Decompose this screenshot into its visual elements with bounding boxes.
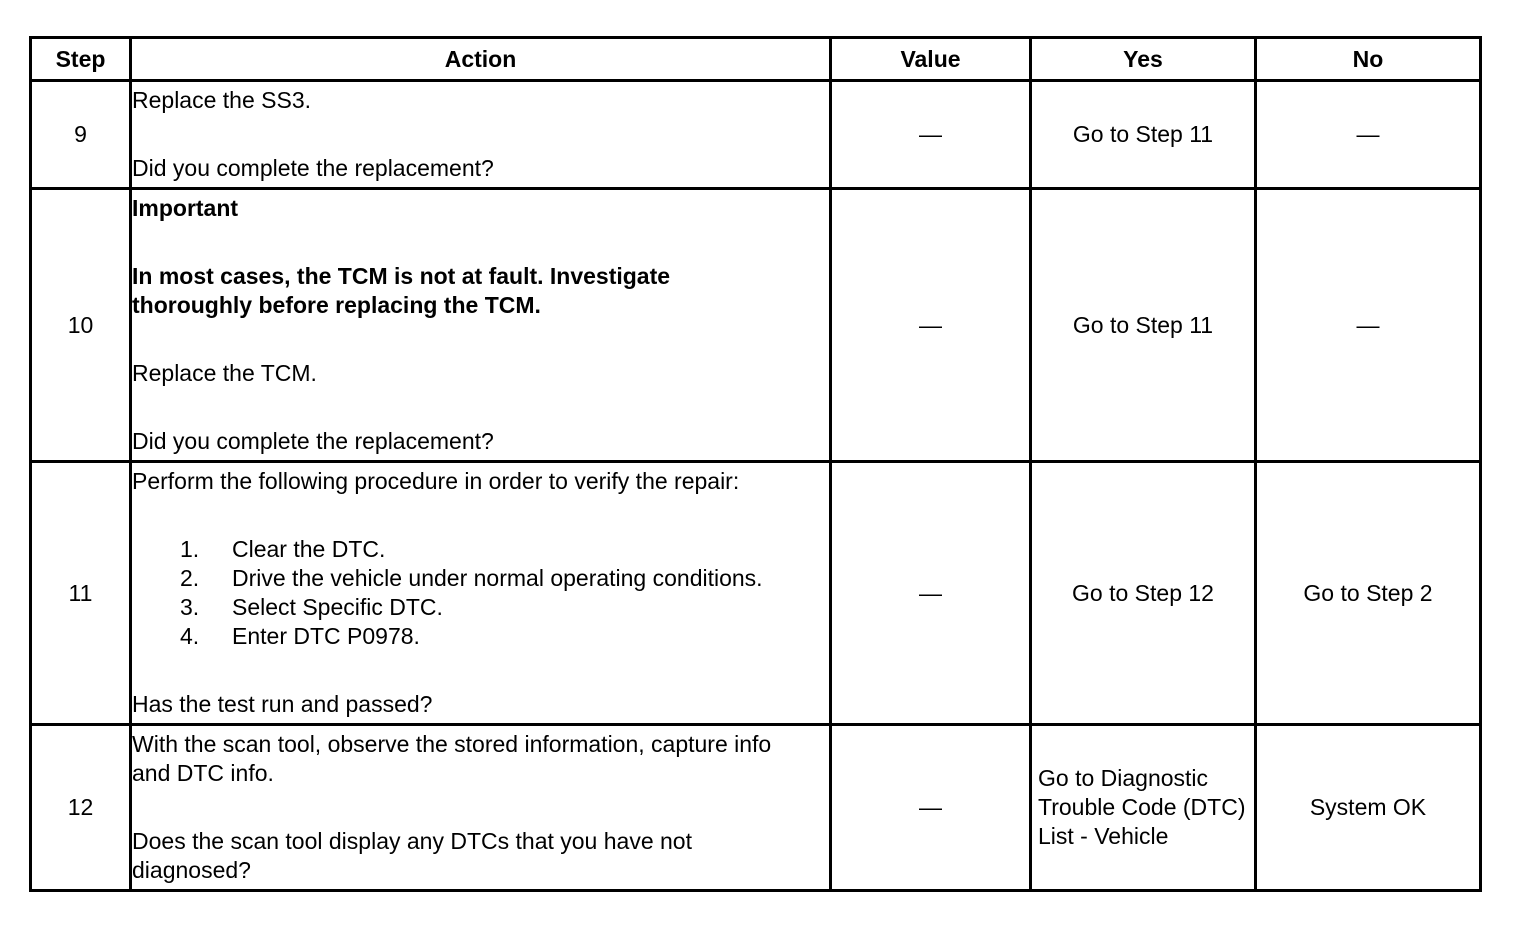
no-cell: Go to Step 2 bbox=[1256, 462, 1481, 725]
yes-cell: Go to Step 12 bbox=[1031, 462, 1256, 725]
header-value: Value bbox=[831, 38, 1031, 81]
header-yes: Yes bbox=[1031, 38, 1256, 81]
action-intro: Perform the following procedure in order to verify the repair: bbox=[132, 468, 740, 494]
list-text: Drive the vehicle under normal operating conditions. bbox=[232, 565, 763, 591]
list-number: 4. bbox=[180, 623, 200, 649]
list-item bbox=[132, 622, 829, 651]
action-line: Replace the SS3. bbox=[132, 87, 312, 113]
list-item bbox=[132, 564, 829, 593]
action-question: Did you complete the replacement? bbox=[132, 428, 494, 454]
table-row bbox=[31, 725, 1481, 891]
value-cell: — bbox=[831, 725, 1031, 891]
action-cell bbox=[131, 81, 831, 189]
table-row bbox=[31, 189, 1481, 462]
list-number: 1. bbox=[180, 536, 200, 562]
yes-cell: Go to Diagnostic Trouble Code (DTC) List - Vehicle bbox=[1031, 725, 1256, 891]
value-cell: — bbox=[831, 81, 1031, 189]
important-label: Important bbox=[132, 195, 239, 221]
action-cell bbox=[131, 462, 831, 725]
action-cell bbox=[131, 189, 831, 462]
action-question: Does the scan tool display any DTCs that you have not diagnosed? bbox=[132, 828, 692, 883]
header-row bbox=[31, 38, 1481, 81]
table-row bbox=[31, 462, 1481, 725]
action-question: Has the test run and passed? bbox=[132, 691, 433, 717]
procedure-list bbox=[132, 535, 829, 651]
important-text: In most cases, the TCM is not at fault. Investigate thoroughly before replacing the TCM. bbox=[132, 263, 671, 318]
action-question: Did you complete the replacement? bbox=[132, 155, 494, 181]
no-cell: System OK bbox=[1256, 725, 1481, 891]
list-text: Select Specific DTC. bbox=[232, 594, 443, 620]
list-number: 3. bbox=[180, 594, 200, 620]
list-item bbox=[132, 593, 829, 622]
action-cell bbox=[131, 725, 831, 891]
diagnostic-table bbox=[29, 36, 1482, 892]
table-row bbox=[31, 81, 1481, 189]
no-cell: — bbox=[1256, 189, 1481, 462]
step-number: 10 bbox=[31, 189, 131, 462]
list-number: 2. bbox=[180, 565, 200, 591]
list-text: Enter DTC P0978. bbox=[232, 623, 420, 649]
step-number: 11 bbox=[31, 462, 131, 725]
action-line: With the scan tool, observe the stored information, capture info and DTC info. bbox=[132, 731, 772, 786]
step-number: 9 bbox=[31, 81, 131, 189]
yes-cell: Go to Step 11 bbox=[1031, 189, 1256, 462]
header-step: Step bbox=[31, 38, 131, 81]
list-text: Clear the DTC. bbox=[232, 536, 386, 562]
header-no: No bbox=[1256, 38, 1481, 81]
header-action: Action bbox=[131, 38, 831, 81]
value-cell: — bbox=[831, 462, 1031, 725]
value-cell: — bbox=[831, 189, 1031, 462]
step-number: 12 bbox=[31, 725, 131, 891]
no-cell: — bbox=[1256, 81, 1481, 189]
list-item bbox=[132, 535, 829, 564]
yes-cell: Go to Step 11 bbox=[1031, 81, 1256, 189]
action-line: Replace the TCM. bbox=[132, 360, 317, 386]
